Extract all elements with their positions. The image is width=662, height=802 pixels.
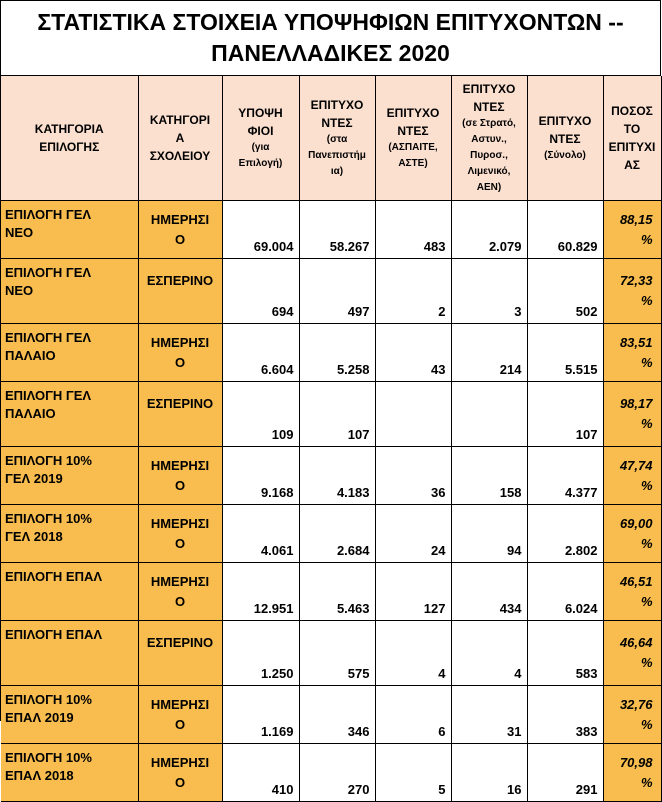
header-subtext: (ΑΣΠΑΙΤΕ,: [388, 142, 438, 153]
total-cell: 60.829: [527, 201, 603, 259]
header-university: [299, 76, 375, 201]
header-text: ΕΠΙΤΥΧΟ: [462, 82, 516, 96]
percentage-text: %: [640, 354, 653, 370]
header-text: ΝΤΕΣ: [397, 124, 429, 138]
table-row: [1, 621, 661, 686]
university-cell: 107: [299, 382, 375, 447]
header-text: ΣΧΟΛΕΙΟΥ: [149, 149, 211, 163]
aspaite-cell: 43: [375, 324, 451, 382]
school-text: Ο: [174, 231, 186, 247]
table-row: [1, 259, 661, 324]
category-text: ΝΕΟ: [5, 225, 34, 240]
category-text: ΓΕΛ 2018: [5, 529, 63, 544]
percentage-cell: [603, 201, 661, 259]
university-cell: 497: [299, 259, 375, 324]
school-text: Ο: [174, 535, 186, 551]
university-cell: 58.267: [299, 201, 375, 259]
category-text: ΠΑΛΑΙΟ: [5, 406, 56, 421]
total-cell: 4.377: [527, 447, 603, 505]
total-cell: 291: [527, 744, 603, 802]
header-subtext: (στα: [326, 134, 348, 145]
aspaite-cell: 24: [375, 505, 451, 563]
school-cell: [138, 505, 222, 563]
header-text: ΕΠΙΤΥΧΙ: [608, 140, 656, 154]
category-cell: [1, 382, 138, 447]
candidates-cell: 1.169: [222, 686, 299, 744]
school-text: ΗΜΕΡΗΣΙ: [150, 696, 210, 712]
category-text: ΓΕΛ 2019: [5, 471, 63, 486]
table-body: [1, 201, 661, 802]
header-text: ΝΤΕΣ: [549, 132, 581, 146]
aspaite-cell: 127: [375, 563, 451, 621]
university-cell: 5.258: [299, 324, 375, 382]
percentage-cell: [603, 686, 661, 744]
header-text: ΝΤΕΣ: [321, 116, 353, 130]
category-text: ΕΠΑΛ 2019: [5, 710, 74, 725]
total-cell: 383: [527, 686, 603, 744]
school-cell: [138, 563, 222, 621]
total-cell: 2.802: [527, 505, 603, 563]
category-text: ΕΠΙΛΟΓΗ ΕΠΑΛ: [5, 569, 103, 584]
header-text: ΝΤΕΣ: [473, 100, 505, 114]
candidates-cell: 109: [222, 382, 299, 447]
header-subtext: Αστυν.,: [471, 134, 507, 145]
category-cell: [1, 686, 138, 744]
school-cell: [138, 447, 222, 505]
percentage-text: 83,51: [619, 334, 653, 350]
school-text: ΗΜΕΡΗΣΙ: [150, 754, 210, 770]
university-cell: 2.684: [299, 505, 375, 563]
header-text: ΠΟΣΟΣ: [611, 104, 653, 118]
military-cell: [451, 382, 527, 447]
header-subtext: (σε Στρατό,: [462, 118, 516, 129]
table-row: [1, 686, 661, 744]
school-text: ΗΜΕΡΗΣΙ: [150, 211, 210, 227]
category-text: ΕΠΙΛΟΓΗ 10%: [5, 692, 92, 707]
category-text: ΝΕΟ: [5, 283, 34, 298]
header-category: [1, 76, 138, 201]
total-cell: 107: [527, 382, 603, 447]
percentage-cell: [603, 505, 661, 563]
percentage-text: %: [640, 293, 653, 308]
aspaite-cell: [375, 382, 451, 447]
military-cell: 94: [451, 505, 527, 563]
school-text: ΕΣΠΕΡΙΝΟ: [146, 396, 214, 411]
header-text: ΕΠΙΛΟΓΗΣ: [39, 140, 100, 154]
percentage-cell: [603, 324, 661, 382]
category-text: ΕΠΙΛΟΓΗ 10%: [5, 511, 92, 526]
title-line-2: ΠΑΝΕΛΛΑΔΙΚΕΣ 2020: [211, 40, 450, 66]
percentage-text: %: [640, 593, 653, 609]
category-text: ΕΠΙΛΟΓΗ ΕΠΑΛ: [5, 627, 103, 642]
percentage-text: 69,00: [619, 515, 653, 531]
percentage-text: 46,51: [619, 573, 653, 589]
aspaite-cell: 5: [375, 744, 451, 802]
header-school: [138, 76, 222, 201]
title-line-1: ΣΤΑΤΙΣΤΙΚΑ ΣΤΟΙΧΕΙΑ ΥΠΟΨΗΦΙΩΝ ΕΠΙΤΥΧΟΝΤΩΝ --: [37, 9, 624, 35]
candidates-cell: 4.061: [222, 505, 299, 563]
table-row: [1, 563, 661, 621]
category-text: ΠΑΛΑΙΟ: [5, 348, 56, 363]
header-text: ΕΠΙΤΥΧΟ: [386, 106, 440, 120]
school-text: ΗΜΕΡΗΣΙ: [150, 457, 210, 473]
header-text: ΚΑΤΗΓΟΡΙ: [149, 113, 211, 127]
candidates-cell: 12.951: [222, 563, 299, 621]
military-cell: 16: [451, 744, 527, 802]
school-text: Ο: [174, 716, 186, 732]
table-row: [1, 201, 661, 259]
category-cell: [1, 201, 138, 259]
aspaite-cell: 4: [375, 621, 451, 686]
military-cell: 2.079: [451, 201, 527, 259]
header-subtext: ΑΕΝ): [476, 182, 502, 193]
header-subtext: ΑΣΤΕ): [398, 158, 428, 169]
percentage-text: 32,76: [619, 696, 653, 712]
percentage-cell: [603, 259, 661, 324]
candidates-cell: 410: [222, 744, 299, 802]
category-text: ΕΠΙΛΟΓΗ ΓΕΛ: [5, 207, 92, 222]
category-cell: [1, 324, 138, 382]
school-cell: [138, 686, 222, 744]
military-cell: 434: [451, 563, 527, 621]
table-row: [1, 382, 661, 447]
total-cell: 6.024: [527, 563, 603, 621]
category-cell: [1, 621, 138, 686]
header-subtext: (Σύνολο): [544, 150, 586, 161]
school-text: Ο: [174, 354, 186, 370]
school-text: ΗΜΕΡΗΣΙ: [150, 334, 210, 350]
category-cell: [1, 447, 138, 505]
header-subtext: (για: [251, 142, 270, 153]
percentage-text: %: [640, 655, 653, 670]
percentage-text: %: [640, 231, 653, 247]
university-cell: 4.183: [299, 447, 375, 505]
header-text: ΑΣ: [624, 158, 640, 172]
candidates-cell: 9.168: [222, 447, 299, 505]
school-cell: [138, 744, 222, 802]
category-text: ΕΠΑΛ 2018: [5, 768, 74, 783]
aspaite-cell: 6: [375, 686, 451, 744]
header-text: ΚΑΤΗΓΟΡΙΑ: [34, 122, 104, 136]
candidates-cell: 694: [222, 259, 299, 324]
category-text: ΕΠΙΛΟΓΗ ΓΕΛ: [5, 265, 92, 280]
candidates-cell: 6.604: [222, 324, 299, 382]
percentage-text: %: [640, 716, 653, 732]
percentage-text: %: [640, 477, 653, 493]
percentage-cell: [603, 563, 661, 621]
category-text: ΕΠΙΛΟΓΗ ΓΕΛ: [5, 388, 92, 403]
header-text: ΤΟ: [623, 122, 641, 136]
category-cell: [1, 563, 138, 621]
military-cell: 4: [451, 621, 527, 686]
military-cell: 31: [451, 686, 527, 744]
table-row: [1, 505, 661, 563]
category-cell: [1, 744, 138, 802]
sheet-title: [1, 1, 661, 76]
header-row: [1, 76, 661, 201]
percentage-cell: [603, 447, 661, 505]
percentage-text: 72,33: [619, 273, 653, 288]
header-text: ΦΙΟΙ: [247, 124, 274, 138]
category-text: ΕΠΙΛΟΓΗ 10%: [5, 453, 92, 468]
total-cell: 583: [527, 621, 603, 686]
school-text: ΗΜΕΡΗΣΙ: [150, 573, 210, 589]
school-cell: [138, 382, 222, 447]
school-text: Ο: [174, 774, 186, 790]
school-cell: [138, 201, 222, 259]
header-subtext: Επιλογή): [238, 158, 283, 169]
total-cell: 5.515: [527, 324, 603, 382]
candidates-cell: 69.004: [222, 201, 299, 259]
percentage-cell: [603, 744, 661, 802]
percentage-text: 88,15: [619, 211, 653, 227]
table-row: [1, 447, 661, 505]
aspaite-cell: 36: [375, 447, 451, 505]
results-table: [1, 76, 662, 802]
university-cell: 346: [299, 686, 375, 744]
percentage-text: %: [640, 774, 653, 790]
header-text: ΕΠΙΤΥΧΟ: [538, 114, 592, 128]
header-subtext: Πυροσ.,: [470, 150, 508, 161]
percentage-text: 70,98: [619, 754, 653, 770]
category-text: ΕΠΙΛΟΓΗ ΓΕΛ: [5, 330, 92, 345]
percentage-text: %: [640, 416, 653, 431]
category-cell: [1, 259, 138, 324]
header-text: ΥΠΟΨΗ: [238, 106, 283, 120]
school-cell: [138, 259, 222, 324]
school-cell: [138, 621, 222, 686]
percentage-text: 98,17: [619, 396, 653, 411]
percentage-text: %: [640, 535, 653, 551]
school-text: Ο: [174, 593, 186, 609]
category-text: ΕΠΙΛΟΓΗ 10%: [5, 750, 92, 765]
header-subtext: Πανεπιστήμ: [308, 150, 366, 161]
table-row: [1, 744, 661, 802]
percentage-text: 46,64: [619, 635, 653, 650]
university-cell: 270: [299, 744, 375, 802]
header-text: Α: [175, 131, 185, 145]
header-candidates: [222, 76, 299, 201]
university-cell: 5.463: [299, 563, 375, 621]
school-cell: [138, 324, 222, 382]
percentage-text: 47,74: [619, 457, 653, 473]
header-subtext: ια): [330, 166, 344, 177]
candidates-cell: 1.250: [222, 621, 299, 686]
school-text: ΕΣΠΕΡΙΝΟ: [146, 273, 214, 288]
school-text: Ο: [174, 477, 186, 493]
school-text: ΕΣΠΕΡΙΝΟ: [146, 635, 214, 650]
percentage-cell: [603, 382, 661, 447]
school-text: ΗΜΕΡΗΣΙ: [150, 515, 210, 531]
percentage-cell: [603, 621, 661, 686]
military-cell: 158: [451, 447, 527, 505]
aspaite-cell: 483: [375, 201, 451, 259]
header-subtext: Λιμενικό,: [467, 166, 511, 177]
header-total: [527, 76, 603, 201]
header-aspaite: [375, 76, 451, 201]
table-row: [1, 324, 661, 382]
header-military: [451, 76, 527, 201]
category-cell: [1, 505, 138, 563]
aspaite-cell: 2: [375, 259, 451, 324]
header-text: ΕΠΙΤΥΧΟ: [310, 98, 364, 112]
header-percentage: [603, 76, 661, 201]
university-cell: 575: [299, 621, 375, 686]
military-cell: 3: [451, 259, 527, 324]
military-cell: 214: [451, 324, 527, 382]
total-cell: 502: [527, 259, 603, 324]
